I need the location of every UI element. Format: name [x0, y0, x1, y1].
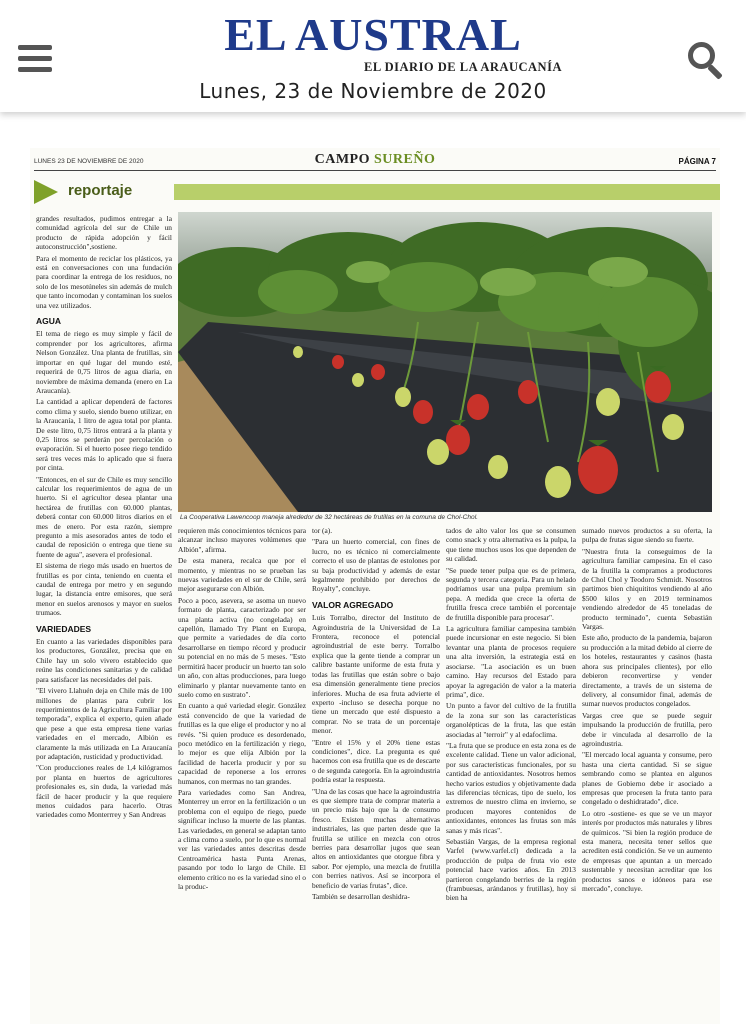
subheading-agua: AGUA [36, 316, 62, 327]
paragraph: requieren más conocimientos técnicos para alcanzar incluso mayores volúmenes que Albión", afirma. [178, 526, 306, 554]
paragraph: tor (a). [312, 526, 333, 535]
paragraph: Este año, producto de la pandemia, bajaron su producción a la mitad debido al cierre de los hoteles, restaurantes y casinos (hasta ahora sus principales clientes), por ello debieron reconvertirse y vender directamente, a través de un sistema de delivery, al consumidor final, además de sumar nuevos productos congelados. [582, 633, 712, 709]
edition-date: Lunes, 23 de Noviembre de 2020 [199, 79, 547, 103]
article-column-3 [312, 526, 440, 1016]
article-column-1 [36, 214, 172, 1024]
article-column-5 [582, 526, 712, 1016]
newspaper-page[interactable] [30, 148, 720, 1024]
paragraph: "El mercado local aguanta y consume, pero hasta una cierta cantidad. Si se sigue sembrando como se plantea en algunos planes de Gobierno debe ir asociado a empresas que procesen la fruta tanto para congelado o deshidratado", dice. [582, 750, 712, 807]
paragraph: Para el momento de reciclar los plásticos, ya está en conversaciones con una fundación para coordinar la entrega de los residuos, no solo de los mesotúneles sin además de mulch que tanto incomodan y contaminan los suelos una vez utilizados. [36, 253, 172, 310]
paragraph: Sebastián Vargas, de la empresa regional Varfel (www.varfel.cl) dedicada a la producción de pulpa de fruta vio este potencial hace varios años. En 2013 partieron congelando berries de la región (frambuesas, arándanos y frutillas), hoy si bien ha [446, 837, 576, 903]
paragraph: "Con producciones reales de 1,4 kilógramos por planta en huertos de agricultores profesionales es, sin duda, la variedad más fácil de hacer producir y la que requiere menos cuidados para hacerlo. Otras variedades como Monterrrey y San Andreas [36, 763, 172, 820]
paragraph: "Entre el 15% y el 20% tiene estas condiciones", dice. La pregunta es qué hacemos con esa frutilla que es de descarte o de segunda categoría. En la agroindustria podría estar la respuesta. [312, 737, 440, 785]
paragraph: El sistema de riego más usado en huertos de frutillas es por cinta, teniendo en cuenta el caudal de entrega por metro y en segundo lugar, la distancia entre emisores, que será menor en suelos arenosos y mayor en suelos trumaos. [36, 561, 172, 618]
page-folio [34, 152, 716, 170]
paragraph: La cantidad a aplicar dependerá de factores como clima y suelo, siendo bueno utilizar, en la Araucanía, 1 litro de agua total por planta. De este litro, 0,75 litros entrará a la planta y 0,25 litros se perderán por percolación o evaporación. Si el huerto posee riego tendido será tres veces más lo aplicado que si fuera por cinta. [36, 397, 172, 473]
paragraph: En cuanto a qué variedad elegir. González está convencido de que la variedad de frutillas es la que elige el productor y no al revés. "Si quien produce es desordenado, poco metódico en la fertilización y riego, lo mejor es que elija Albión por la facilidad de hacerla producir y por su capacidad de reponerse a los errores humanos, con mermas no tan grandes. [178, 701, 306, 786]
section-band [34, 180, 720, 204]
paragraph: "Se puede tener pulpa que es de primera, segunda y tercera categoría. Para un helado podríamos usar una pulpa premium sin pepa. A medida que crece la oferta de frutilla fresca crece también el porcentaje de frutilla disponible para procesar". [446, 565, 576, 622]
paragraph: El tema de riego es muy simple y fácil de comprender por los agricultores, afirma Nelson González. Una planta de frutillas, sin importar en qué lugar del mundo esté, requerirá de 0,75 litros de agua diaria, en noviembre de máxima demanda (enero en La Araucanía). [36, 329, 172, 395]
strawberry-photo-drawing [178, 212, 712, 512]
subheading-variedades: VARIEDADES [36, 623, 92, 634]
paragraph: También se desarrollan deshidra- [312, 892, 410, 902]
paragraph: Luis Torralbo, director del Instituto de Agroindustria de la Universidad de La Frontera, reconoce el potencial agroindustrial de este berry. Torralbo explica que la gente tiende a comprar un calibre bastante uniforme de esta fruta y todas las frutillas que están sobre o bajo esa dimensión generalmente tiene precios inferiores. Mucha de esa fruta advierte el experto -incluso se desecha porque no tiene un mercado que esté dispuesto a comprar. No se trata de un porcentaje menor. [312, 613, 440, 736]
paragraph: "Una de las cosas que hace la agroindustria es que siempre trata de comprar materia a un precio más bajo que la de consumo fresco. Existen muchas alternativas industriales, las que parten desde que la frutilla se utilice en mezcla con otros berries para desarrollar jugos que sean altos en antioxidantes que otorgue fibra y sabor. Por ejemplo, una mezcla de frutilla con berries nativos. Así se incorpora el beneficio de varias frutas", dice. [312, 786, 440, 890]
paragraph: La agricultura familiar campesina también puede incursionar en este negocio. Si bien levantar una planta de procesos requiere una alta inversión, la estrategia está en asociarse. "La asociación es un buen camino. Hay recursos del Estado para apoyar la agregación de valor a la materia prima", dice. [446, 624, 576, 699]
brand-subtitle: EL DIARIO DE LA ARAUCANÍA [364, 60, 562, 74]
paragraph: Lo otro -sostiene- es que se ve un mayor interés por productos más naturales y libres de químicos. "Si bien la región produce de esta manera, necesita tener sellos que acrediten está condición. Se ve un aumento de empresas que apuntan a un mercado sustentable y necesitan acreditar que los productos sanos e idóneos para ese mercado", concluye. [582, 808, 712, 894]
brand-name[interactable]: EL AUSTRAL [224, 9, 522, 60]
band-bar [174, 184, 720, 200]
paragraph: Para variedades como San Andrea, Monterrey un error en la fertilización o un problema con el equipo de riego, puede significar incluso la muerte de las plantas. Las variedades, en general se adaptan tanto a clima como a suelo, por lo que es normal ver las variedades antes descritas desde Centroamérica hasta Punta Arenas, pasando por todo lo largo de Chile. El elemento crítico no es la variedad sino el o la produc- [178, 787, 306, 892]
paragraph: tados de alto valor los que se consumen como snack y otra alternativa es la pulpa, la que tiene muchos usos los que dependen de su calidad. [446, 526, 576, 564]
section-title-b: SUREÑO [374, 152, 436, 167]
paragraph: "La fruta que se produce en esta zona es de excelente calidad. Tiene un valor adicional, por sus características funcionales, por su cantidad de antioxidantes. Nosotros hemos hecho varios estudios y objetivamente dada las diferencias técnicas, tipo de suelo, los extremos de nuestro clima en invierno, se producen mayores contenidos de antioxidantes, entonces las frutas son más sanas y más ricas". [446, 740, 576, 835]
section-title-a: CAMPO [314, 152, 375, 167]
paragraph: "Para un huerto comercial, con fines de lucro, no es técnico ni comercialmente correcto el uso de plantas de estolones por su baja productividad y además de estar legalmente prohibido por derechos de Royalty", concluye. [312, 537, 440, 594]
paragraph: "El vivero Llahuén deja en Chile más de 100 millones de plantas para cubrir los requerimientos de la Agricultura Familiar por temporada", explica el experto, quien añade que pese a que esta empresa tiene varias variedades en el mercado, Albión es claramente la más utilizada en La Araucanía por adaptación, rusticidad y productividad. [36, 686, 172, 761]
paragraph: Un punto a favor del cultivo de la frutilla de la zona sur son las características organolépticas de la fruta, las que están asociadas al "terroir" y al edafoclima. [446, 701, 576, 739]
paragraph: En cuanto a las variedades disponibles para los productores, González, precisa que en Chile hay un solo vivero establecido que reúne las condiciones sanitarias y de calidad para satisfacer las necesidades del país. [36, 637, 172, 684]
app-header [0, 0, 746, 112]
page-number: PÁGINA 7 [678, 157, 716, 166]
paragraph: Vargas cree que se puede seguir impulsando la producción de frutilla, pero debe ir vinculada al desarrollo de la agroindustria. [582, 710, 712, 748]
folio-date: LUNES 23 DE NOVIEMBRE DE 2020 [34, 158, 144, 165]
article-column-4 [446, 526, 576, 1016]
paragraph: Poco a poco, asevera, se asoma un nuevo formato de planta, caracterizado por ser una planta activa (no congelada) en capellón, llamado Try Plant en Europa, que permite a variedades de día corto desarrollarse en tiempo récord y producir su potencial en no más de 5 meses. "Esto permitirá hacer producir un huerto tan solo un año, con altas producciones, para luego eliminarlo y plantar nuevamente tanto en suelo como en sustrato". [178, 595, 306, 699]
strawberry-photo [178, 212, 712, 512]
paragraph: grandes resultados, pudimos entregar a la comunidad agrícola del sur de Chile un producto de rápida adopción y fácil autoconstrucción",sostiene. [36, 214, 172, 252]
paragraph: "Nuestra fruta la conseguimos de la agricultura familiar campesina. En el caso de la frutilla la compramos a productores de Chol Chol y Teodoro Schmidt. Nosotros partimos bien chiquititos vendiendo al año $500 kilos y en 2019 terminamos vendiendo alrededor de 45 toneladas de producto terminado", cuenta Sebastián Vargas. [582, 546, 712, 632]
photo-caption: La Cooperativa Lawencoop maneja alrededor de 32 hectáreas de frutillas en la comuna de Chol-Chol. [180, 514, 479, 521]
brand [0, 9, 746, 103]
paragraph: De esta manera, recalca que por el momento, y mientras no se prueban las nuevas variedades en el sur de Chile, será mejor asegurarse con Albión. [178, 556, 306, 594]
folio-rule [34, 170, 716, 171]
paragraph: "Entonces, en el sur de Chile es muy sencillo calcular los requerimientos de agua de un huerto. Si el agricultor desea plantar una hectárea de frutillas con 60.000 plantas, deberá contar con 60.000 litros diarios en el mes de enero. Por esta razón, siempre pregunto a mis asesorados antes de todo el caudal de reposición o entrega que tiene su fuente de agua", asevera el profesional. [36, 474, 172, 559]
paragraph: sumado nuevos productos a su oferta, la pulpa de frutas sigue siendo su fuerte. [582, 526, 712, 545]
search-icon[interactable] [686, 40, 726, 80]
play-triangle-icon [34, 180, 58, 204]
article-column-2 [178, 526, 306, 1016]
band-label: reportaje [68, 182, 133, 199]
subheading-valor-agregado: VALOR AGREGADO [312, 599, 394, 610]
section-title [34, 152, 716, 168]
